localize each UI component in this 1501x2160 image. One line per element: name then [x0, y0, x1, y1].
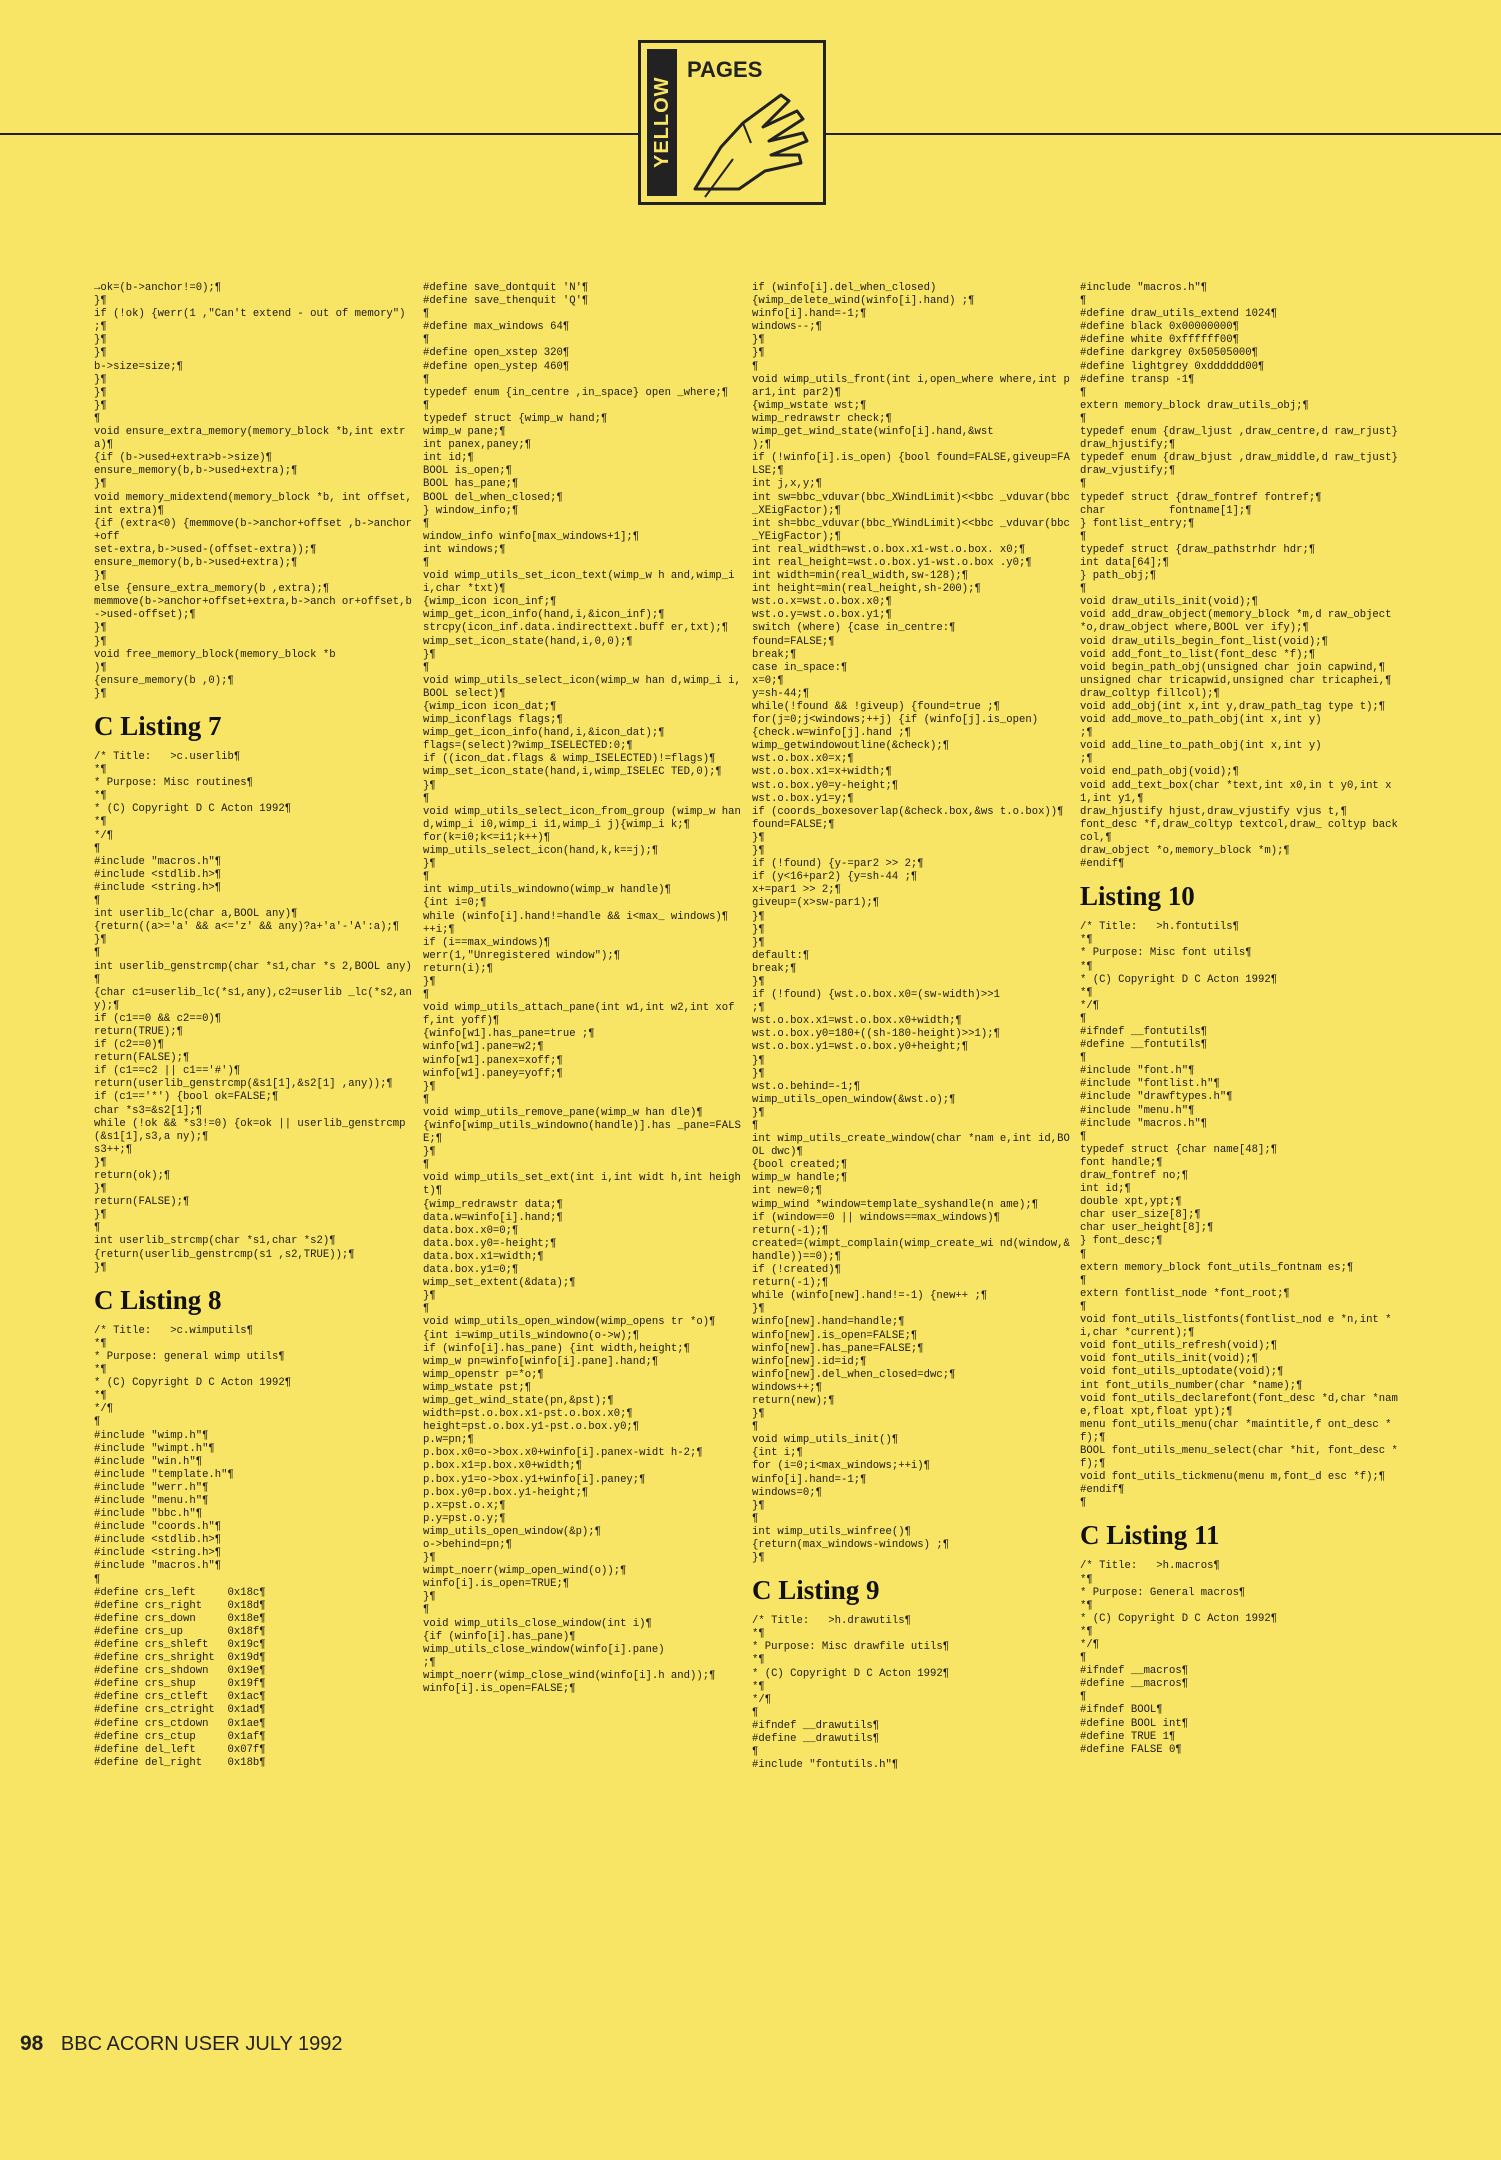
page-footer	[20, 2032, 343, 2056]
code-block: /* Title: >h.fontutils¶ *¶ * Purpose: Misc font utils¶ *¶ * (C) Copyright D C Acton 1992¶ *¶ */¶ ¶ #ifndef __fontutils¶ #define __fontutils¶ ¶ #include "font.h"¶ #include "fontlist.h"¶ #include "drawftypes.h"¶ #include "menu.h"¶ #include "macros.h"¶ ¶ typedef struct {char name[48];¶ font handle;¶ draw_fontref no;¶ int id;¶ double xpt,ypt;¶ char user_size[8];¶ char user_height[8];¶ } font_desc;¶ ¶ extern memory_block font_utils_fontnam es;¶ ¶ extern fontlist_node *font_root;¶ ¶ void font_utils_listfonts(fontlist_nod e *n,int *i,char *current);¶ void font_utils_refresh(void);¶ void font_utils_init(void);¶ void font_utils_uptodate(void);¶ int font_utils_number(char *name);¶ void font_utils_declarefont(font_desc *d,char *name,float xpt,float ypt);¶ menu font_utils_menu(char *maintitle,f ont_desc *f);¶ BOOL font_utils_menu_select(char *hit, font_desc *f);¶ void font_utils_tickmenu(menu m,font_d esc *f);¶ #endif¶ ¶	[1080, 921, 1398, 1510]
code-block: /* Title: >c.wimputils¶ *¶ * Purpose: general wimp utils¶ *¶ * (C) Copyright D C Acton 1992¶ *¶ */¶ ¶ #include "wimp.h"¶ #include "wimpt.h"¶ #include "win.h"¶ #include "template.h"¶ #include "werr.h"¶ #include "menu.h"¶ #include "bbc.h"¶ #include "coords.h"¶ #include <stdlib.h>¶ #include <string.h>¶ #include "macros.h"¶ ¶ #define crs_left 0x18c¶ #define crs_right 0x18d¶ #define crs_down 0x18e¶ #define crs_up 0x18f¶ #define crs_shleft 0x19c¶ #define crs_shright 0x19d¶ #define crs_shdown 0x19e¶ #define crs_shup 0x19f¶ #define crs_ctleft 0x1ac¶ #define crs_ctright 0x1ad¶ #define crs_ctdown 0x1ae¶ #define crs_ctup 0x1af¶ #define del_left 0x07f¶ #define del_right 0x18b¶	[94, 1324, 292, 1769]
code-block: →ok=(b->anchor!=0);¶ }¶ if (!ok) {werr(1 ,"Can't extend - out of memory") ;¶ }¶ }¶ b->size=size;¶ }¶ }¶ }¶ ¶ void ensure_extra_memory(memory_block *b,int extra)¶ {if (b->used+extra>b->size)¶ ensure_memory(b,b->used+extra);¶ }¶ void memory_midextend(memory_block *b, int offset,int extra)¶ {if (extra<0) {memmove(b->anchor+offset ,b->anchor+off set-extra,b->used-(offset-extra));¶ ensure_memory(b,b->used+extra);¶ }¶ else {ensure_extra_memory(b ,extra);¶ memmove(b->anchor+offset+extra,b->anch or+offset,b->used-offset);¶ }¶ }¶ void free_memory_block(memory_block *b )¶ {ensure_memory(b ,0);¶ }¶	[94, 282, 412, 700]
yellow-pages-logo	[638, 40, 826, 205]
code-block: /* Title: >c.userlib¶ *¶ * Purpose: Misc routines¶ *¶ * (C) Copyright D C Acton 1992¶ *¶ */¶ ¶ #include "macros.h"¶ #include <stdlib.h>¶ #include <string.h>¶ ¶ int userlib_lc(char a,BOOL any)¶ {return((a>='a' && a<='z' && any)?a+'a'-'A':a);¶ }¶ ¶ int userlib_genstrcmp(char *s1,char *s 2,BOOL any)¶ {char c1=userlib_lc(*s1,any),c2=userlib _lc(*s2,any);¶ if (c1==0 && c2==0)¶ return(TRUE);¶ if (c2==0)¶ return(FALSE);¶ if (c1==c2 || c1=='#')¶ return(userlib_genstrcmp(&s1[1],&s2[1] ,any));¶ if (c1=='*') {bool ok=FALSE;¶ char *s3=&s2[1];¶ while (!ok && *s3!=0) {ok=ok || userlib_genstrcmp(&s1[1],s3,a ny);¶ s3++;¶ }¶ return(ok);¶ }¶ return(FALSE);¶ }¶ ¶ int userlib_strcmp(char *s1,char *s2)¶ {return(userlib_genstrcmp(s1 ,s2,TRUE));¶ }¶	[94, 751, 412, 1274]
code-block: if (winfo[i].del_when_closed) {wimp_delete_wind(winfo[i].hand) ;¶ winfo[i].hand=-1;¶ windows--;¶ }¶ }¶ ¶ void wimp_utils_front(int i,open_where where,int par1,int par2)¶ {wimp_wstate wst;¶ wimp_redrawstr check;¶ wimp_get_wind_state(winfo[i].hand,&wst );¶ if (!winfo[i].is_open) {bool found=FALSE,giveup=FALSE;¶ int j,x,y;¶ int sw=bbc_vduvar(bbc_XWindLimit)<<bbc _vduvar(bbc_XEigFactor);¶ int sh=bbc_vduvar(bbc_YWindLimit)<<bbc _vduvar(bbc_YEigFactor);¶ int real_width=wst.o.box.x1-wst.o.box. x0;¶ int real_height=wst.o.box.y1-wst.o.box .y0;¶ int width=min(real_width,sw-128);¶ int height=min(real_height,sh-200);¶ wst.o.x=wst.o.box.x0;¶ wst.o.y=wst.o.box.y1;¶ switch (where) {case in_centre:¶ found=FALSE;¶ break;¶ case in_space:¶ x=0;¶ y=sh-44;¶ while(!found && !giveup) {found=true ;¶ for(j=0;j<windows;++j) {if (winfo[j].is_open) {check.w=winfo[j].hand ;¶ wimp_getwindowoutline(&check);¶ wst.o.box.x0=x;¶ wst.o.box.x1=x+width;¶ wst.o.box.y0=y-height;¶ wst.o.box.y1=y;¶ if (coords_boxesoverlap(&check.box,&ws t.o.box))¶ found=FALSE;¶ }¶ }¶ if (!found) {y-=par2 >> 2;¶ if (y<16+par2) {y=sh-44 ;¶ x+=par1 >> 2;¶ giveup=(x>sw-par1);¶ }¶ }¶ }¶ default:¶ break;¶ }¶ if (!found) {wst.o.box.x0=(sw-width)>>1 ;¶ wst.o.box.x1=wst.o.box.x0+width;¶ wst.o.box.y0=180+((sh-180-height)>>1);¶ wst.o.box.y1=wst.o.box.y0+height;¶ }¶ }¶ wst.o.behind=-1;¶ wimp_utils_open_window(&wst.o);¶ }¶ ¶ int wimp_utils_create_window(char *nam e,int id,BOOL dwc)¶ {bool created;¶ wimp_w handle;¶ int new=0;¶ wimp_wind *window=template_syshandle(n ame);¶ if (window==0 || windows==max_windows)¶ return(-1);¶ created=(wimpt_complain(wimp_create_wi nd(window,&handle))==0);¶ if (!created)¶ return(-1);¶ while (winfo[new].hand!=-1) {new++ ;¶ }¶ winfo[new].hand=handle;¶ winfo[new].is_open=FALSE;¶ winfo[new].has_pane=FALSE;¶ winfo[new].id=id;¶ winfo[new].del_when_closed=dwc;¶ windows++;¶ return(new);¶ }¶ ¶ void wimp_utils_init()¶ {int i;¶ for (i=0;i<max_windows;++i)¶ winfo[i].hand=-1;¶ windows=0;¶ }¶ ¶ int wimp_utils_winfree()¶ {return(max_windows-windows) ;¶ }¶	[752, 282, 1070, 1565]
hand-icon	[685, 89, 821, 197]
code-block: #include "macros.h"¶ ¶ #define draw_utils_extend 1024¶ #define black 0x00000000¶ #define white 0xffffff00¶ #define darkgrey 0x50505000¶ #define lightgrey 0xdddddd00¶ #define transp -1¶ ¶ extern memory_block draw_utils_obj;¶ ¶ typedef enum {draw_ljust ,draw_centre,d raw_rjust} draw_hjustify;¶ typedef enum {draw_bjust ,draw_middle,d raw_tjust} draw_vjustify;¶ ¶ typedef struct {draw_fontref fontref;¶ char fontname[1];¶ } fontlist_entry;¶ ¶ typedef struct {draw_pathstrhdr hdr;¶ int data[64];¶ } path_obj;¶ ¶ void draw_utils_init(void);¶ void add_draw_object(memory_block *m,d raw_object *o,draw_object where,BOOL ver ify);¶ void draw_utils_begin_font_list(void);¶ void add_font_to_list(font_desc *f);¶ void begin_path_obj(unsigned char join capwind,¶ unsigned char tricapwid,unsigned char tricaphei,¶ draw_coltyp fillcol);¶ void add_obj(int x,int y,draw_path_tag type t);¶ void add_move_to_path_obj(int x,int y) ;¶ void add_line_to_path_obj(int x,int y) ;¶ void end_path_obj(void);¶ void add_text_box(char *text,int x0,in t y0,int x1,int y1,¶ draw_hjustify hjust,draw_vjustify vjus t,¶ font_desc *f,draw_coltyp textcol,draw_ coltyp backcol,¶ draw_object *o,memory_block *m);¶ #endif¶	[1080, 282, 1398, 871]
listing-heading: C Listing 7	[94, 711, 222, 741]
section-vertical-label: YELLOW	[647, 49, 677, 196]
listing-heading: Listing 10	[1080, 881, 1195, 912]
listing-heading: C Listing 11	[1080, 1520, 1220, 1551]
code-block: /* Title: >h.macros¶ *¶ * Purpose: General macros¶ *¶ * (C) Copyright D C Acton 1992¶ *¶ */¶ ¶ #ifndef __macros¶ #define __macros¶ ¶ #ifndef BOOL¶ #define BOOL int¶ #define TRUE 1¶ #define FALSE 0¶	[1080, 1560, 1278, 1756]
page-number: 98	[20, 2032, 44, 2055]
column-3	[752, 282, 1070, 2067]
column-1	[94, 282, 412, 2067]
listing-heading: C Listing 9	[752, 1575, 880, 1606]
code-block: /* Title: >h.drawutils¶ *¶ * Purpose: Misc drawfile utils¶ *¶ * (C) Copyright D C Acton 1992¶ *¶ */¶ ¶ #ifndef __drawutils¶ #define __drawutils¶ ¶ #include "fontutils.h"¶	[752, 1615, 950, 1772]
column-2	[423, 282, 741, 2067]
magazine-name: BBC ACORN USER JULY 1992	[60, 2033, 343, 2055]
section-title: PAGES	[687, 57, 763, 82]
code-block: #define save_dontquit 'N'¶ #define save_thenquit 'Q'¶ ¶ #define max_windows 64¶ ¶ #define open_xstep 320¶ #define open_ystep 460¶ ¶ typedef enum {in_centre ,in_space} open _where;¶ ¶ typedef struct {wimp_w hand;¶ wimp_w pane;¶ int panex,paney;¶ int id;¶ BOOL is_open;¶ BOOL has_pane;¶ BOOL del_when_closed;¶ } window_info;¶ ¶ window_info winfo[max_windows+1];¶ int windows;¶ ¶ void wimp_utils_set_icon_text(wimp_w h and,wimp_i i,char *txt)¶ {wimp_icon icon_inf;¶ wimp_get_icon_info(hand,i,&icon_inf);¶ strcpy(icon_inf.data.indirecttext.buff er,txt);¶ wimp_set_icon_state(hand,i,0,0);¶ }¶ ¶ void wimp_utils_select_icon(wimp_w han d,wimp_i i,BOOL select)¶ {wimp_icon icon_dat;¶ wimp_iconflags flags;¶ wimp_get_icon_info(hand,i,&icon_dat);¶ flags=(select)?wimp_ISELECTED:0;¶ if ((icon_dat.flags & wimp_ISELECTED)!=flags)¶ wimp_set_icon_state(hand,i,wimp_ISELEC TED,0);¶ }¶ ¶ void wimp_utils_select_icon_from_group (wimp_w hand,wimp_i i0,wimp_i i1,wimp_i j){wimp_i k;¶ for(k=i0;k<=i1;k++)¶ wimp_utils_select_icon(hand,k,k==j);¶ }¶ ¶ int wimp_utils_windowno(wimp_w handle)¶ {int i=0;¶ while (winfo[i].hand!=handle && i<max_ windows)¶ ++i;¶ if (i==max_windows)¶ werr(1,"Unregistered window");¶ return(i);¶ }¶ ¶ void wimp_utils_attach_pane(int w1,int w2,int xoff,int yoff)¶ {winfo[w1].has_pane=true ;¶ winfo[w1].pane=w2;¶ winfo[w1].panex=xoff;¶ winfo[w1].paney=yoff;¶ }¶ ¶ void wimp_utils_remove_pane(wimp_w han dle)¶ {winfo[wimp_utils_windowno(handle)].has _pane=FALSE;¶ }¶ ¶ void wimp_utils_set_ext(int i,int widt h,int height)¶ {wimp_redrawstr data;¶ data.w=winfo[i].hand;¶ data.box.x0=0;¶ data.box.y0=-height;¶ data.box.x1=width;¶ data.box.y1=0;¶ wimp_set_extent(&data);¶ }¶ ¶ void wimp_utils_open_window(wimp_opens tr *o)¶ {int i=wimp_utils_windowno(o->w);¶ if (winfo[i].has_pane) {int width,height;¶ wimp_w pn=winfo[winfo[i].pane].hand;¶ wimp_openstr p=*o;¶ wimp_wstate pst;¶ wimp_get_wind_state(pn,&pst);¶ width=pst.o.box.x1-pst.o.box.x0;¶ height=pst.o.box.y1-pst.o.box.y0;¶ p.w=pn;¶ p.box.x0=o->box.x0+winfo[i].panex-widt h-2;¶ p.box.x1=p.box.x0+width;¶ p.box.y1=o->box.y1+winfo[i].paney;¶ p.box.y0=p.box.y1-height;¶ p.x=pst.o.x;¶ p.y=pst.o.y;¶ wimp_utils_open_window(&p);¶ o->behind=pn;¶ }¶ wimpt_noerr(wimp_open_wind(o));¶ winfo[i].is_open=TRUE;¶ }¶ ¶ void wimp_utils_close_window(int i)¶ {if (winfo[i].has_pane)¶ wimp_utils_close_window(winfo[i].pane) ;¶ wimpt_noerr(wimp_close_wind(winfo[i].h and));¶ winfo[i].is_open=FALSE;¶	[423, 282, 741, 1696]
column-4	[1080, 282, 1398, 2067]
listing-heading: C Listing 8	[94, 1284, 222, 1315]
